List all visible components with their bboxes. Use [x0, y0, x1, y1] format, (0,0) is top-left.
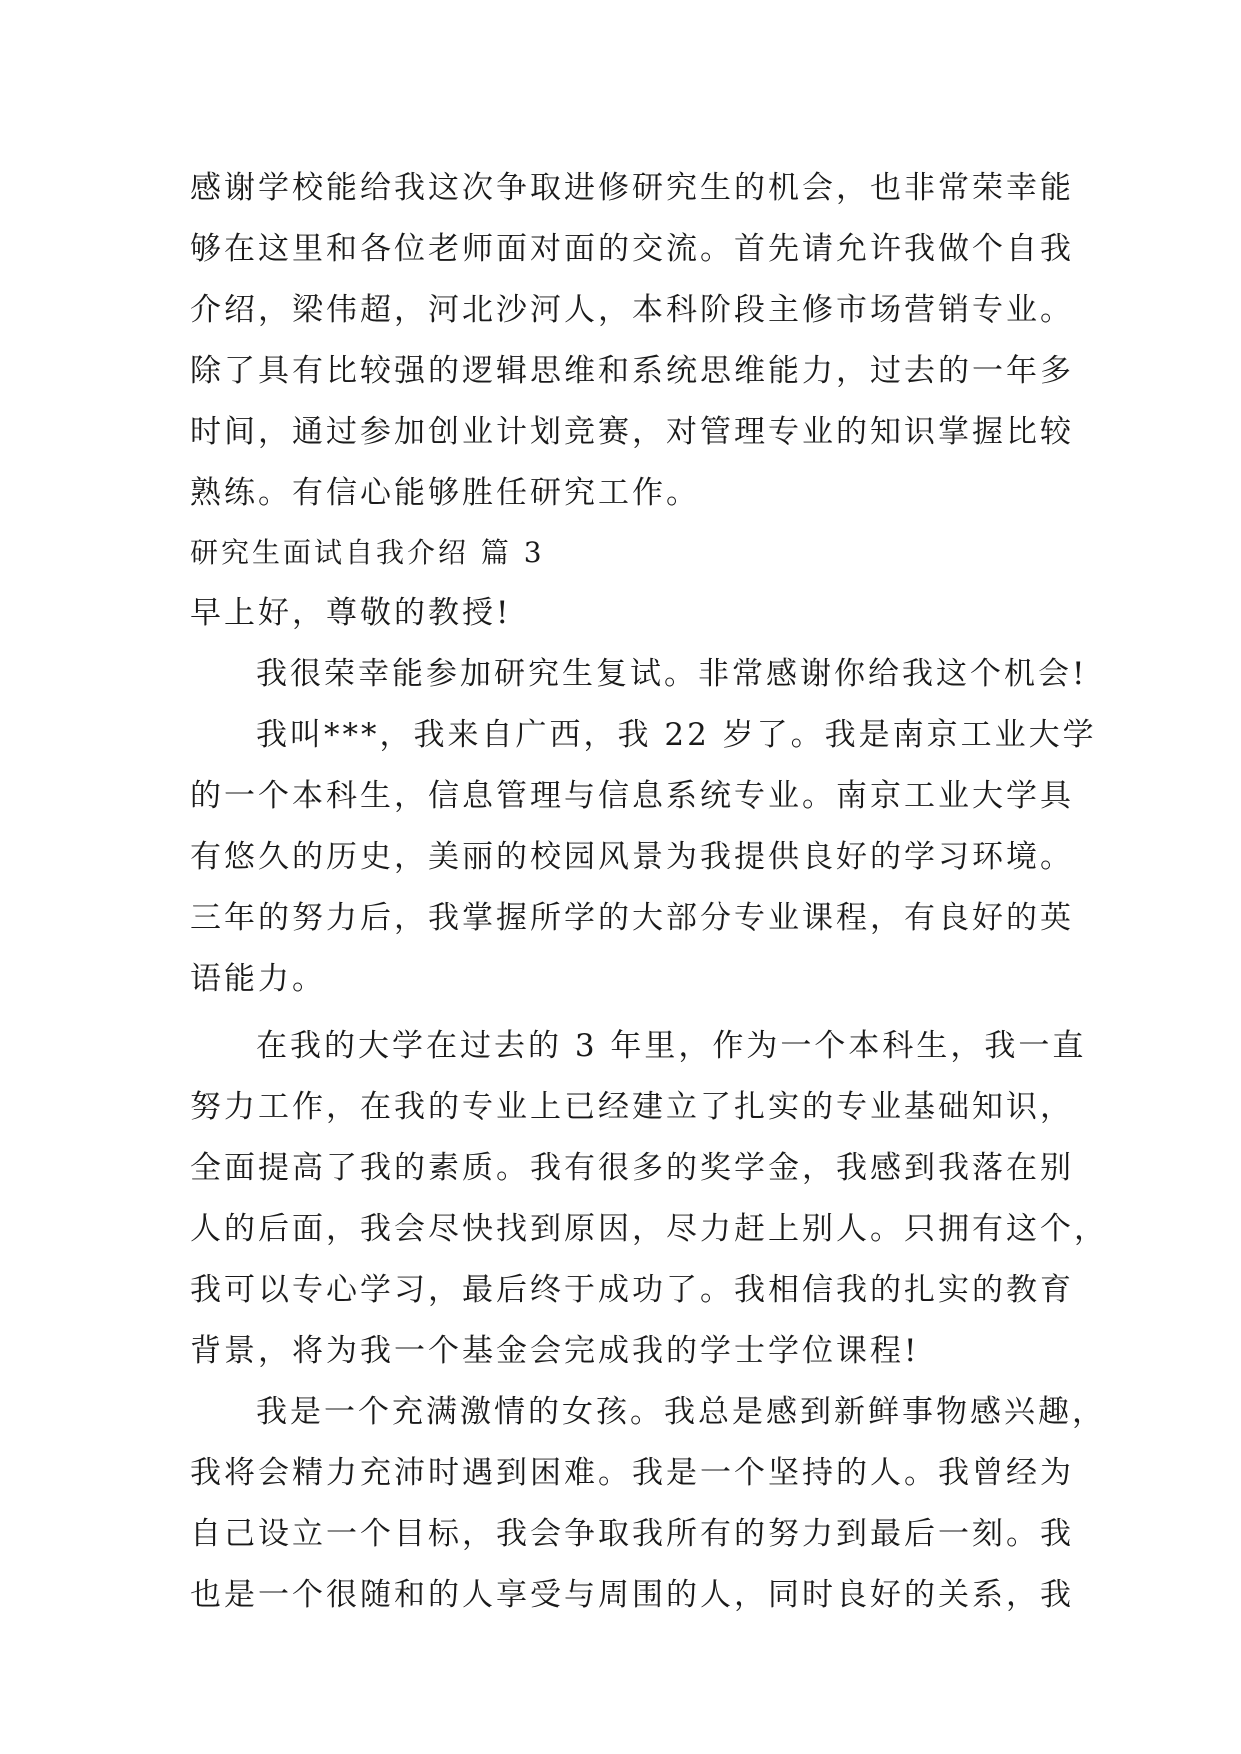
text-line: 全面提高了我的素质。我有很多的奖学金，我感到我落在别	[190, 1150, 1074, 1186]
document-body	[190, 158, 1108, 1626]
text-line: 介绍，梁伟超，河北沙河人，本科阶段主修市场营销专业。	[190, 292, 1074, 328]
text-line: 的一个本科生，信息管理与信息系统专业。南京工业大学具	[190, 778, 1074, 814]
text-line: 努力工作，在我的专业上已经建立了扎实的专业基础知识，	[190, 1089, 1074, 1125]
text-line: 语能力。	[190, 961, 326, 997]
text-line: 三年的努力后，我掌握所学的大部分专业课程，有良好的英	[190, 900, 1074, 936]
section-heading: 研究生面试自我介绍 篇 3	[190, 536, 545, 569]
text-line: 除了具有比较强的逻辑思维和系统思维能力，过去的一年多	[190, 353, 1074, 389]
text-line: 我叫***，我来自广西，我 22 岁了。我是南京工业大学	[256, 717, 1097, 753]
text-line: 我将会精力充沛时遇到困难。我是一个坚持的人。我曾经为	[190, 1455, 1074, 1491]
text-line: 也是一个很随和的人享受与周围的人，同时良好的关系，我	[190, 1577, 1074, 1613]
text-line: 背景，将为我一个基金会完成我的学士学位课程!	[190, 1333, 920, 1369]
text-line: 我很荣幸能参加研究生复试。非常感谢你给我这个机会!	[256, 656, 1088, 692]
text-line: 感谢学校能给我这次争取进修研究生的机会，也非常荣幸能	[190, 170, 1074, 206]
greeting-line: 早上好，尊敬的教授!	[190, 595, 512, 631]
text-line: 有悠久的历史，美丽的校园风景为我提供良好的学习环境。	[190, 839, 1074, 875]
text-line: 我是一个充满激情的女孩。我总是感到新鲜事物感兴趣，	[256, 1394, 1106, 1430]
text-line: 够在这里和各位老师面对面的交流。首先请允许我做个自我	[190, 231, 1074, 267]
text-line: 熟练。有信心能够胜任研究工作。	[190, 475, 700, 511]
text-line: 自己设立一个目标，我会争取我所有的努力到最后一刻。我	[190, 1516, 1074, 1552]
text-line: 我可以专心学习，最后终于成功了。我相信我的扎实的教育	[190, 1272, 1074, 1308]
text-line: 在我的大学在过去的 3 年里，作为一个本科生，我一直	[256, 1028, 1087, 1064]
text-line: 人的后面，我会尽快找到原因，尽力赶上别人。只拥有这个，	[190, 1211, 1108, 1247]
text-line: 时间，通过参加创业计划竞赛，对管理专业的知识掌握比较	[190, 414, 1074, 450]
